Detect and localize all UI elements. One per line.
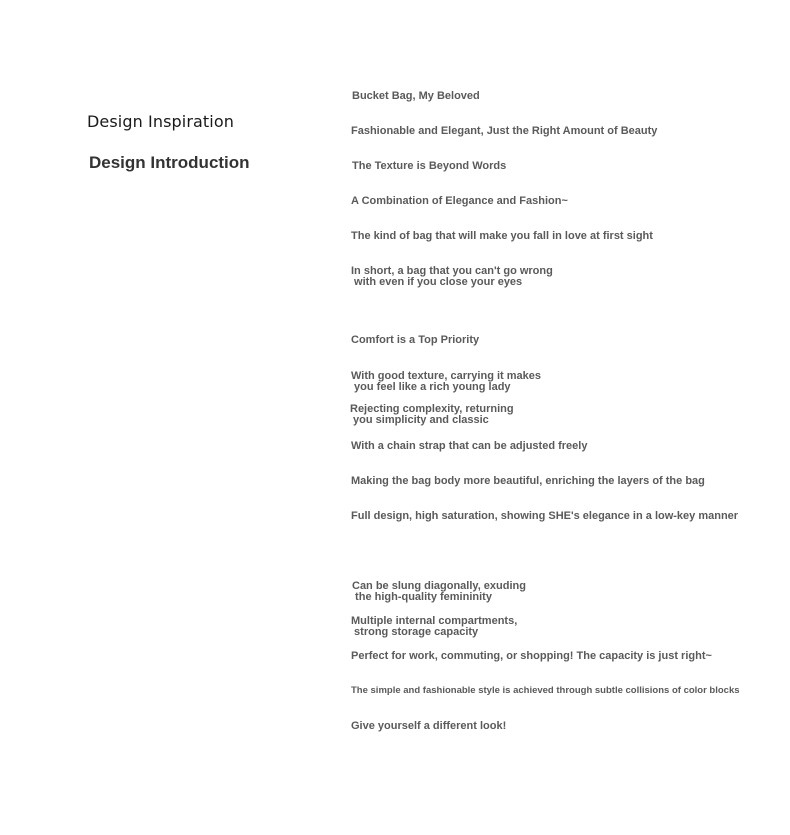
line-color-blocks: The simple and fashionable style is achieved through subtle collisions of color blocks (351, 685, 740, 696)
line-full-design: Full design, high saturation, showing SHE's elegance in a low-key manner (351, 510, 739, 522)
line-chain-strap: With a chain strap that can be adjusted freely (351, 440, 588, 452)
design-inspiration-heading: Design Inspiration (87, 112, 234, 131)
line-different-look: Give yourself a different look! (351, 720, 507, 732)
line-fashionable-elegant: Fashionable and Elegant, Just the Right Amount of Beauty (351, 125, 658, 137)
line-cant-go-wrong: In short, a bag that you can't go wrong with even if you close your eyes (351, 265, 553, 288)
line-rejecting-complexity: Rejecting complexity, returning you simplicity and classic (350, 403, 514, 426)
line-compartments: Multiple internal compartments, strong storage capacity (351, 615, 518, 638)
line-combination: A Combination of Elegance and Fashion~ (351, 195, 568, 207)
line-texture: The Texture is Beyond Words (352, 160, 507, 172)
line-perfect-for-work: Perfect for work, commuting, or shopping! The capacity is just right~ (351, 650, 712, 662)
line-bucket-bag: Bucket Bag, My Beloved (352, 90, 480, 102)
line-good-texture: With good texture, carrying it makes you feel like a rich young lady (351, 370, 541, 393)
design-introduction-heading: Design Introduction (89, 153, 250, 172)
line-slung-diagonally: Can be slung diagonally, exuding the high-quality femininity (352, 580, 526, 603)
line-comfort: Comfort is a Top Priority (351, 334, 480, 346)
line-fall-in-love: The kind of bag that will make you fall in love at first sight (351, 230, 653, 242)
line-bag-body: Making the bag body more beautiful, enriching the layers of the bag (351, 475, 705, 487)
